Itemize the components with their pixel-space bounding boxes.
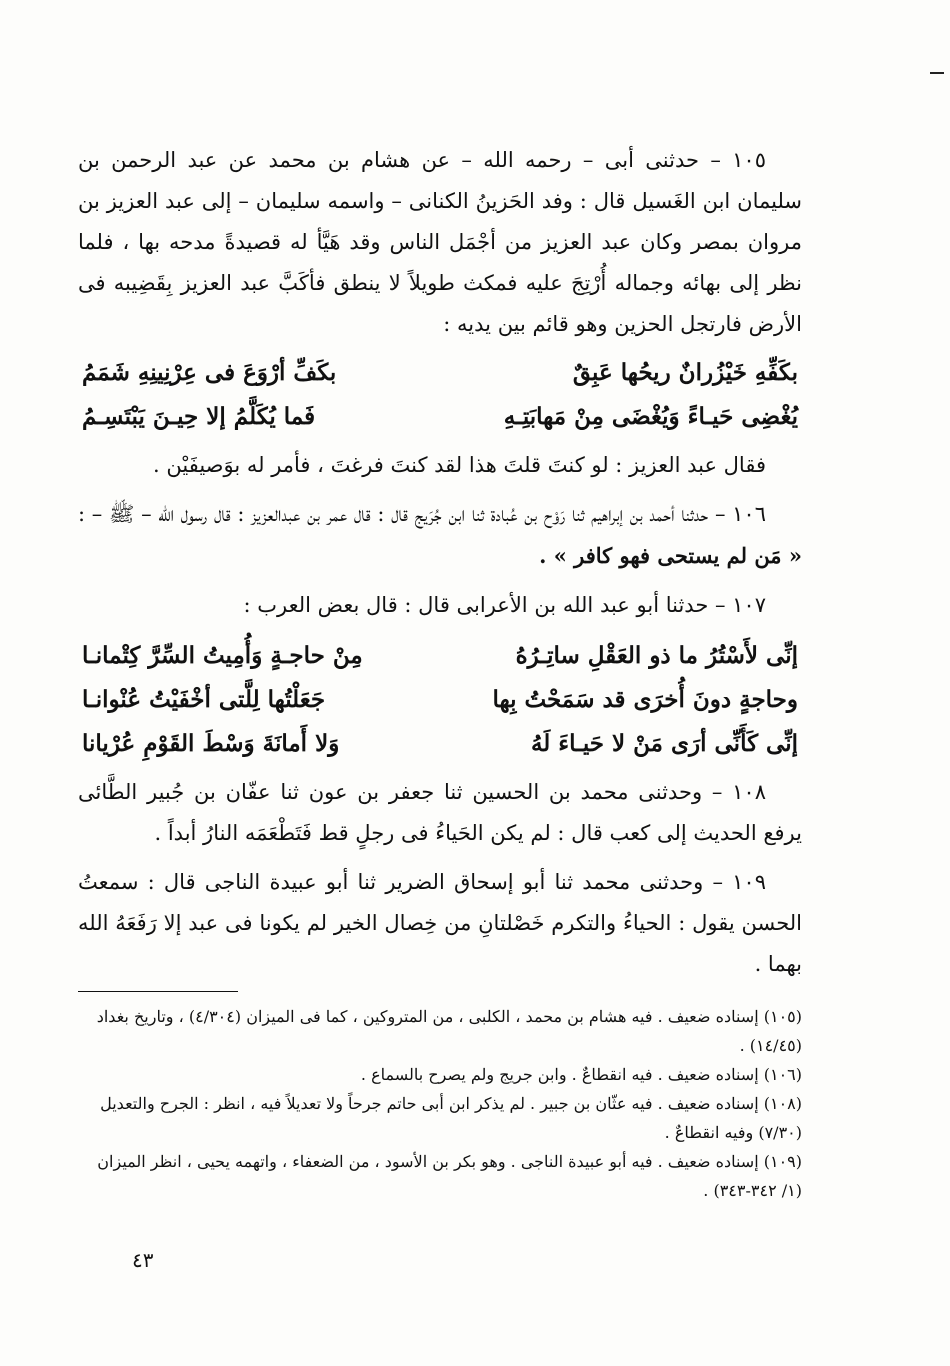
poem-105-line-1-first-hemistich: بكَفِّهِ خَيْزُرانٌ ريحُها عَبِقٌ — [572, 359, 798, 386]
footnote-106: (١٠٦) إسناده ضعيف . فيه انقطاعٌ . وابن جريج ولم يصرح بالسماع . — [360, 1065, 802, 1084]
poem-107 — [82, 634, 798, 766]
footnotes — [78, 1002, 802, 1205]
margin-mark — [930, 72, 944, 74]
narration-107: ١٠٧ – حدثنا أبو عبد الله بن الأعرابى قال : قال بعض العرب : — [243, 593, 766, 617]
poem-107-line-2-second-hemistich: جَعَلْتُها لِلَّتى أخْفَيْتُ عُنْوانـا — [82, 686, 326, 713]
poem-107-line-2-first-hemistich: وحاجةٍ دونَ أُخرَى قد سَمَحْتُ بِها — [492, 686, 798, 713]
footnote-105: (١٠٥) إسناده ضعيف . فيه هشام بن محمد ، الكلبى ، من المتروكين ، كما فى الميزان (٤/٣٠٤) ، وتاريخ بغداد (١٤/٤٥) . — [96, 1007, 802, 1055]
narration-105: ١٠٥ – حدثنى أبى – رحمه الله – عن هشام بن محمد عن عبد الرحمن بن سليمان ابن الغَسيل قال : وفد الحَزينُ الكنانى – واسمه سليمان – إلى عبد العزيز بن مروان بمصر وكان عبد العزيز من أجْمَل الناس وقد هَيَّأ له قصيدةً مدحه بها ، فلما نظر إلى بهائه وجماله أُرْتِجَ عليه فمكث طويلاً لا ينطق فأكَبَّ عبد العزيز بِقَضِيبه فى الأرض فارتجل الحزين وهو قائم بين يديه : — [78, 148, 802, 336]
narration-106-hadith-text: « مَن لم يستحى فهو كافر » . — [539, 543, 802, 568]
footnote-separator — [78, 991, 238, 992]
poem-105-line-1-second-hemistich: بكَفِّ أرْوَعَ فى عِرْنِينِهِ شَمَمُ — [82, 359, 337, 386]
poem-107-line-3-second-hemistich: وَلا أَمانَةَ وَسْطَ القَوْمِ عُرْيانا — [82, 730, 340, 757]
poem-105 — [82, 351, 798, 439]
footnote-109: (١٠٩) إسناده ضعيف . فيه أبو عبيدة الناجى . وهو بكر بن الأسود ، من الضعفاء ، واتهمه يحيى ، انظر الميزان (١/ ٣٤٢-٣٤٣) . — [97, 1152, 802, 1200]
narration-106 — [78, 494, 802, 577]
poem-105-line-2-second-hemistich: فَما يُكَلَّمُ إلا حِيـنَ يَبْتَسِـمُ — [82, 403, 316, 430]
footnote-108: (١٠٨) إسناده ضعيف . فيه عثّان بن جبير . لم يذكر ابن أبى حاتم جرحاً ولا تعديلاً فيه ، انظر : الجرح والتعديل (٧/٣٠) وفيه انقطاعٌ . — [100, 1094, 802, 1142]
poem-105-line-2-first-hemistich: يُغْضِى حَيـاءً وَيُغْضَى مِنْ مَهابَتِـهِ — [503, 403, 798, 430]
narration-106-chain: ١٠٦ – حدثنا أحمد بن إبراهيم ثنا رَوْح بن عُبادة ثنا ابن جُرَيج قال : قال عمر بن عبدالعزيز : قال رسول الله – ﷺ – : — [78, 502, 766, 526]
poem-107-line-1-first-hemistich: إنِّى لأَسْتُرُ ما ذو العَقْلِ ساتِـرُهُ — [515, 642, 798, 669]
poem-107-line-3-first-hemistich: إنِّى كَأَنِّى أرَى مَنْ لا حَيـاءَ لَهُ — [530, 730, 798, 757]
page-number: ٤٣ — [132, 1248, 154, 1272]
poem-107-line-1-second-hemistich: مِنْ حاجـةٍ وَأُمِيتُ السِّرَّ كِتْمانـا — [82, 642, 363, 669]
narration-105-conclusion: فقال عبد العزيز : لو كنتَ قلتَ هذا لقد كنتَ فرغتَ ، فأمر له بوَصيفَيْن . — [153, 453, 766, 477]
narration-108: ١٠٨ – وحدثنى محمد بن الحسين ثنا جعفر بن عون ثنا عفّان بن جُبير الطَّائى يرفع الحديث إلى كعب قال : لم يكن الحَياءُ فى رجلٍ قط فَتَطْعَمَه النارُ أبداً . — [78, 780, 802, 845]
narration-109: ١٠٩ – وحدثنى محمد ثنا أبو إسحاق الضرير ثنا أبو عبيدة الناجى قال : سمعتُ الحسن يقول : الحياءُ والتكرم خَصْلتانِ من خِصال الخير لم يكونا فى عبد إلا رَفَعَهُ الله بهما . — [78, 870, 802, 976]
